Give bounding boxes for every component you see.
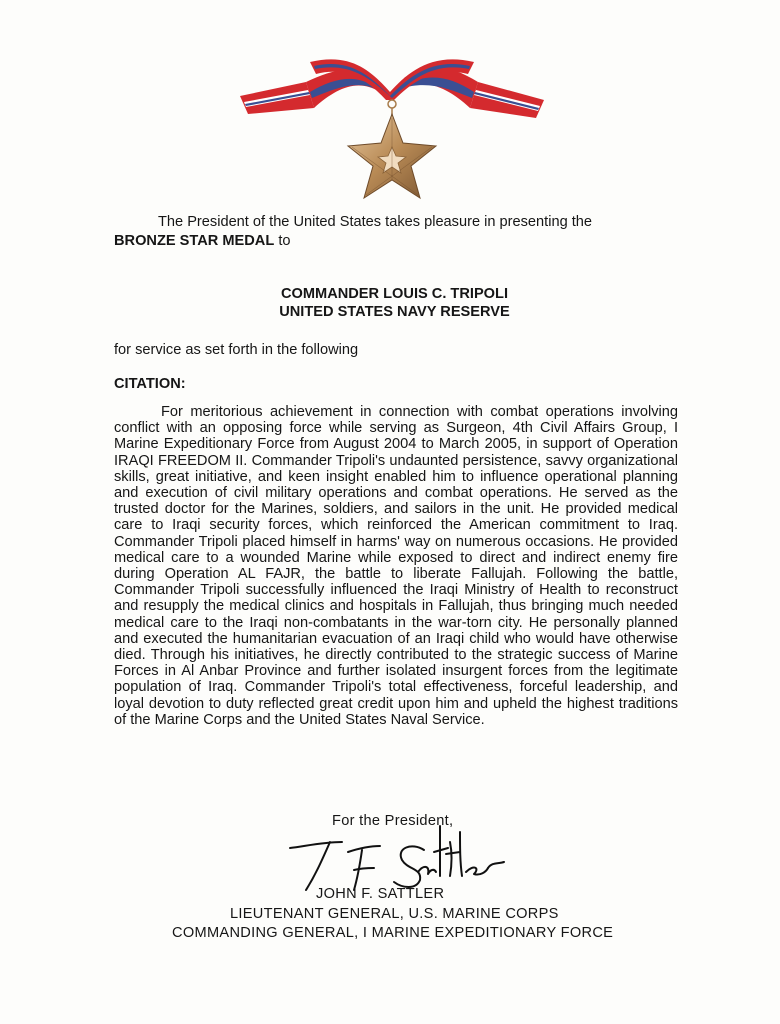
recipient-branch: UNITED STATES NAVY RESERVE bbox=[279, 304, 510, 320]
recipient-name: COMMANDER LOUIS C. TRIPOLI bbox=[280, 286, 508, 302]
citation-body: For meritorious achievement in connection with combat operations involving conflict with an opposing force while serving as Surgeon, 4th Civil Affairs Group, I Marine Expeditionary Force from August 2004 to March 2005, in support of Operation IRAQI FREEDOM II. Commander Tripoli's undaunted persistence, savvy organizational skills, great initiative, and keen insight enabled him to influence operational planning and execution of civil military operations and combat operations. He served as the trusted doctor for the Marines, soldiers, and sailors in the unit. He provided medical care to Iraqi security forces, which reinforced the American commitment to Iraq. Commander Tripoli placed himself in harms' way on numerous occasions. He provided medical care to a wounded Marine while exposed to direct and indirect enemy fire during Operation AL FAJR, the battle to liberate Fallujah. Following the battle, Commander Tripoli successfully influenced the Iraqi Ministry of Health to reconstruct and resupply the medical clinics and hospitals in Fallujah, thus bringing much needed medical care to the Iraqi non-combatants in the war-torn city. He personally planned and executed the humanitarian evacuation of an Iraqi child who would have otherwise died. Through his initiatives, he directly contributed to the strategic success of Marine Forces in Al Anbar Province and further isolated insurgent forces from the legitimate population of Iraq. Commander Tripoli's total effectiveness, forceful leadership, and loyal devotion to duty reflected great credit upon him and upheld the highest traditions of the Marine Corps and the United States Naval Service. bbox=[114, 404, 678, 728]
signer-command: COMMANDING GENERAL, I MARINE EXPEDITIONARY FORCE bbox=[172, 925, 614, 941]
signer-name: JOHN F. SATTLER bbox=[316, 886, 445, 902]
service-line: for service as set forth in the following bbox=[114, 342, 359, 358]
closing-line: For the President, bbox=[332, 813, 454, 829]
award-suffix: to bbox=[278, 233, 291, 249]
award-line bbox=[114, 232, 291, 250]
citation-heading: CITATION: bbox=[114, 376, 186, 392]
signature bbox=[284, 812, 514, 896]
bronze-star bbox=[348, 114, 436, 198]
signer-rank: LIEUTENANT GENERAL, U.S. MARINE CORPS bbox=[230, 906, 559, 922]
award-name: BRONZE STAR MEDAL bbox=[114, 233, 275, 249]
presentation-intro: The President of the United States takes pleasure in presenting the bbox=[158, 214, 593, 230]
bronze-star-medal-icon bbox=[232, 52, 552, 204]
